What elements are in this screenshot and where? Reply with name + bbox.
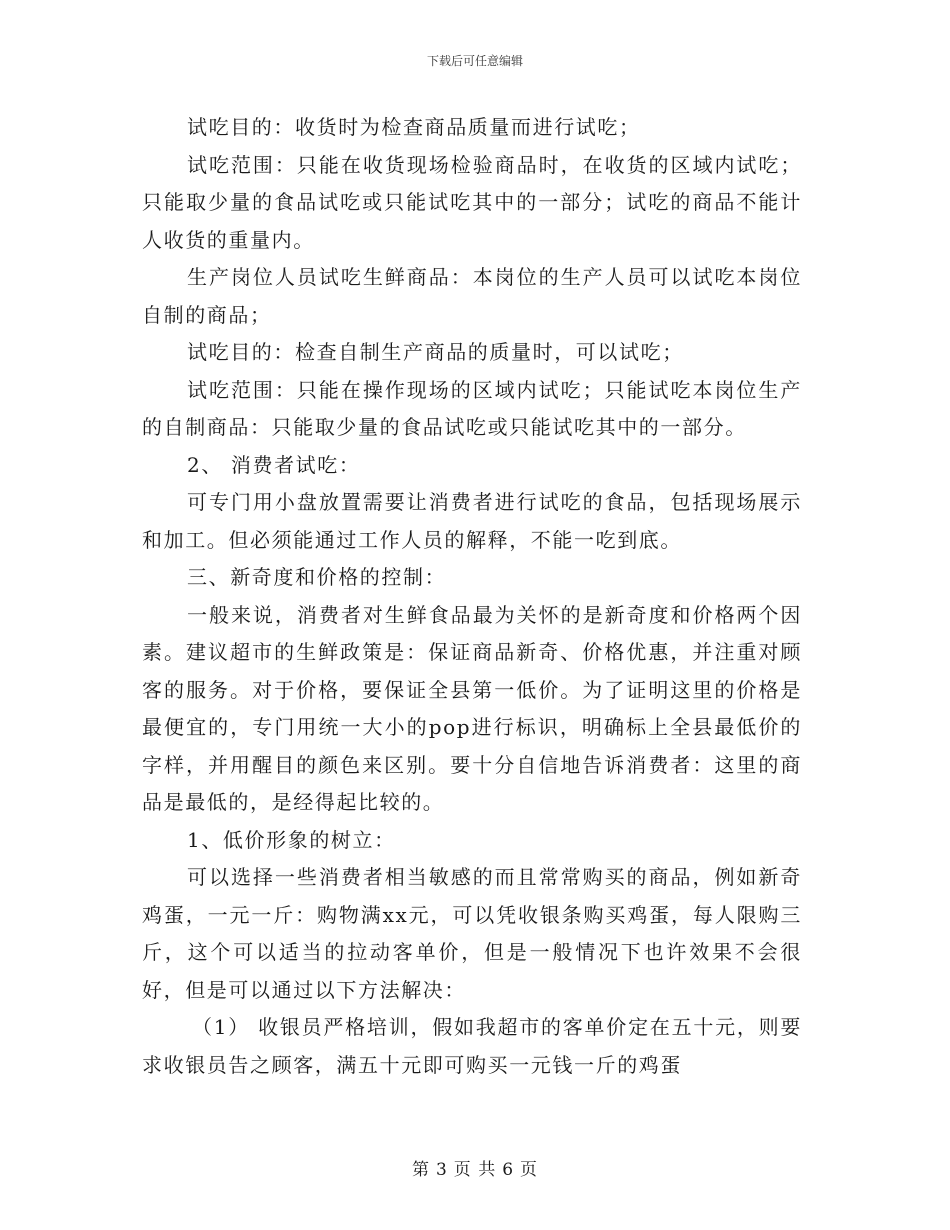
paragraph-tasting-purpose-production: 试吃目的：检查自制生产商品的质量时，可以试吃； <box>187 340 684 364</box>
page-prefix: 第 <box>411 1160 430 1180</box>
paragraph-tasting-scope-receiving: 试吃范围：只能在收货现场检验商品时，在收货的区域内试吃；只能取少量的食品试吃或只能试吃其中的一部分；试吃的商品不能计人收货的重量内。 <box>142 152 802 252</box>
document-body <box>142 109 802 1084</box>
paragraph-tasting-scope-production: 试吃范围：只能在操作现场的区域内试吃；只能试吃本岗位生产的自制商品：只能取少量的食品试吃或只能试吃其中的一部分。 <box>142 377 802 439</box>
paragraph-production-staff-tasting: 生产岗位人员试吃生鲜商品：本岗位的生产人员可以试吃本岗位自制的商品； <box>142 265 802 327</box>
page-total-number: 6 <box>502 1160 515 1180</box>
page-header-note: 下载后可任意编辑 <box>426 54 523 68</box>
paragraph-consumer-tasting: 可专门用小盘放置需要让消费者进行试吃的食品，包括现场展示和加工。但必须能通过工作人员的解释，不能一吃到底。 <box>142 490 802 552</box>
paragraph-cashier-training: （1） 收银员严格培训，假如我超市的客单价定在五十元，则要求收银员告之顾客，满五十元即可购买一元钱一斤的鸡蛋 <box>142 1015 802 1077</box>
heading-consumer-tasting: 2、 消费者试吃： <box>187 452 361 477</box>
paragraph-low-price-example: 可以选择一些消费者相当敏感的而且常常购买的商品，例如新奇鸡蛋，一元一斤：购物满xx元，可以凭收银条购买鸡蛋，每人限购三斤，这个可以适当的拉动客单价，但是一般情况下也许效果不会很好，但是可以通过以下方法解决： <box>142 865 802 1002</box>
paragraph-tasting-purpose-receiving: 试吃目的：收货时为检查商品质量而进行试吃； <box>187 115 641 139</box>
paragraph-freshness-price: 一般来说，消费者对生鲜食品最为关怀的是新奇度和价格两个因素。建议超市的生鲜政策是：保证商品新奇、价格优惠，并注重对顾客的服务。对于价格，要保证全县第一低价。为了证明这里的价格是最便宜的，专门用统一大小的pop进行标识，明确标上全县最低价的字样，并用醒目的颜色来区别。要十分自信地告诉消费者：这里的商品是最低的，是经得起比较的。 <box>142 602 802 814</box>
heading-low-price-image: 1、低价形象的树立： <box>187 827 396 852</box>
page-current-number: 3 <box>435 1160 448 1180</box>
page-middle-text: 页 共 <box>453 1160 497 1180</box>
page-number-footer <box>0 1155 950 1180</box>
heading-freshness-price-control: 三、新奇度和价格的控制： <box>187 565 447 589</box>
page-suffix: 页 <box>520 1160 539 1180</box>
